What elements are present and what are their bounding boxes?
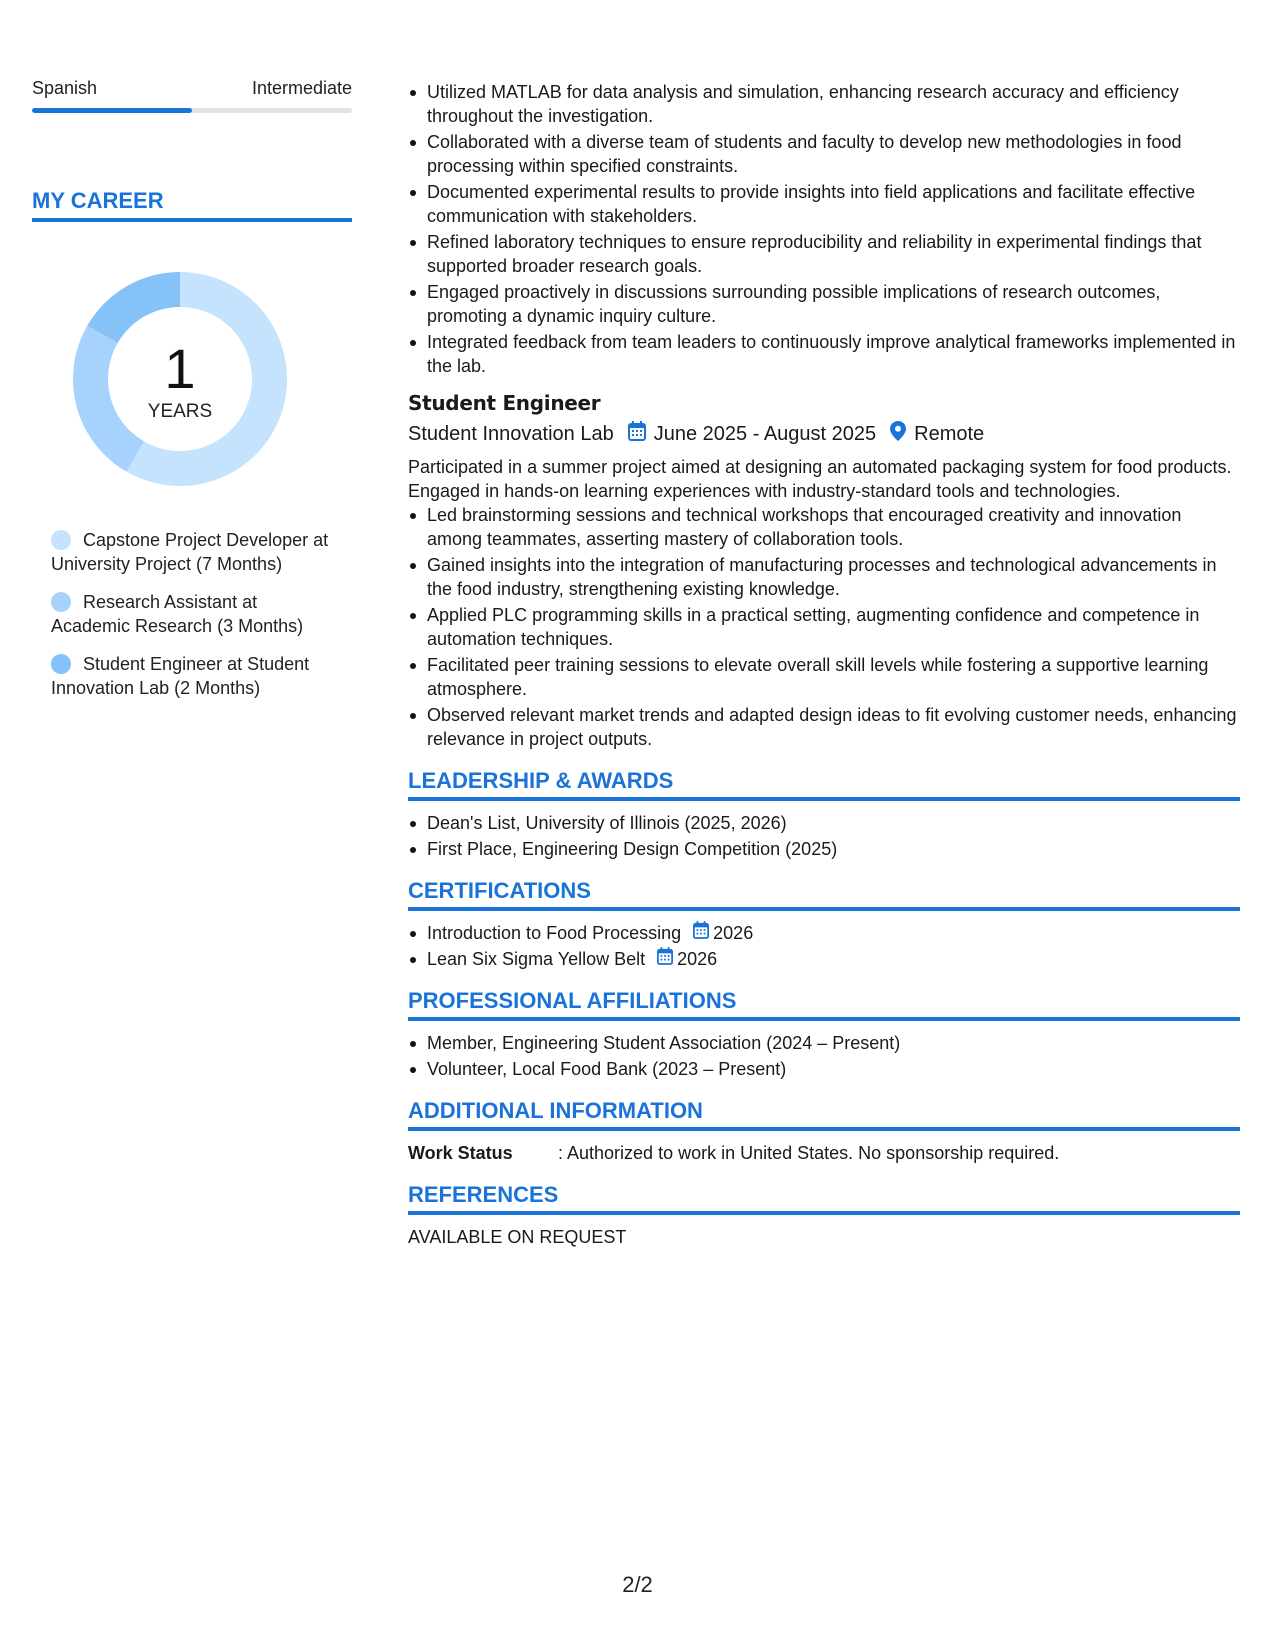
certifications-heading: CERTIFICATIONS xyxy=(408,879,1240,911)
list-item xyxy=(408,921,1240,945)
job-title: Student Engineer xyxy=(408,391,601,415)
list-item: Refined laboratory techniques to ensure reproducibility and reliability in experimental findings that supported broader research goals. xyxy=(408,230,1240,278)
list-item: Volunteer, Local Food Bank (2023 – Present) xyxy=(408,1057,1240,1081)
calendar-icon xyxy=(693,921,709,945)
language-proficiency-fill xyxy=(32,108,192,113)
certification-year: 2026 xyxy=(713,923,754,943)
additional-info-heading: ADDITIONAL INFORMATION xyxy=(408,1099,1240,1131)
job-dates: June 2025 - August 2025 xyxy=(653,423,877,445)
language-level: Intermediate xyxy=(251,78,352,98)
calendar-icon xyxy=(657,947,673,971)
list-item: Utilized MATLAB for data analysis and simulation, enhancing research accuracy and efficiency throughout the investigation. xyxy=(408,80,1240,128)
map-pin-icon xyxy=(890,421,906,447)
legend-dot xyxy=(51,592,71,612)
donut-center xyxy=(67,266,293,492)
list-item: Dean's List, University of Illinois (2025, 2026) xyxy=(408,811,1240,835)
list-item: Integrated feedback from team leaders to continuously improve analytical frameworks implemented in the lab. xyxy=(408,330,1240,378)
list-item: Member, Engineering Student Association (2024 – Present) xyxy=(408,1031,1240,1055)
career-heading: MY CAREER xyxy=(32,188,352,222)
work-status-row xyxy=(408,1141,1240,1165)
list-item: Gained insights into the integration of manufacturing processes and technological advancements in the food industry, strengthening existing knowledge. xyxy=(408,553,1240,601)
job-location: Remote xyxy=(914,423,985,445)
references-heading: REFERENCES xyxy=(408,1183,1240,1215)
job-bullets xyxy=(408,503,1240,751)
leadership-heading: LEADERSHIP & AWARDS xyxy=(408,769,1240,801)
job-company: Student Innovation Lab xyxy=(408,423,614,445)
certification-name: Lean Six Sigma Yellow Belt xyxy=(427,949,646,969)
list-item: Facilitated peer training sessions to elevate overall skill levels while fostering a supportive learning atmosphere. xyxy=(408,653,1240,701)
legend-dot xyxy=(51,530,71,550)
career-donut-chart xyxy=(67,266,293,492)
right-column xyxy=(408,80,1240,1249)
work-status-value: : Authorized to work in United States. No sponsorship required. xyxy=(558,1143,1060,1163)
career-total-years: 1 xyxy=(164,337,196,400)
leadership-list xyxy=(408,811,1240,861)
calendar-icon xyxy=(628,421,646,447)
legend-item xyxy=(51,590,331,638)
certification-name: Introduction to Food Processing xyxy=(427,923,682,943)
legend-item xyxy=(51,528,331,576)
legend-label: Research Assistant at Academic Research (3 Months) xyxy=(51,592,304,636)
list-item: Documented experimental results to provide insights into field applications and facilitate effective communication with stakeholders. xyxy=(408,180,1240,228)
list-item: Engaged proactively in discussions surrounding possible implications of research outcomes, promoting a dynamic inquiry culture. xyxy=(408,280,1240,328)
page-number: 2/2 xyxy=(622,1572,653,1597)
list-item: Applied PLC programming skills in a practical setting, augmenting confidence and competence in automation techniques. xyxy=(408,603,1240,651)
certifications-list xyxy=(408,921,1240,971)
job-meta xyxy=(408,421,1240,447)
legend-item xyxy=(51,652,331,700)
certification-year: 2026 xyxy=(677,949,718,969)
affiliations-list xyxy=(408,1031,1240,1081)
job-description: Participated in a summer project aimed at designing an automated packaging system for food products. Engaged in hands-on learning experiences with industry-standard tools and technologies. xyxy=(408,457,1232,501)
list-item xyxy=(408,947,1240,971)
list-item: Observed relevant market trends and adapted design ideas to fit evolving customer needs, enhancing relevance in project outputs. xyxy=(408,703,1240,751)
list-item: First Place, Engineering Design Competition (2025) xyxy=(408,837,1240,861)
list-item: Led brainstorming sessions and technical workshops that encouraged creativity and innovation among teammates, asserting mastery of collaboration tools. xyxy=(408,503,1240,551)
left-column xyxy=(32,78,352,714)
language-name: Spanish xyxy=(32,78,98,98)
legend-label: Capstone Project Developer at University Project (7 Months) xyxy=(51,530,329,574)
work-status-label: Work Status xyxy=(408,1143,513,1163)
references-text: AVAILABLE ON REQUEST xyxy=(408,1227,627,1247)
legend-label: Student Engineer at Student Innovation Lab (2 Months) xyxy=(51,654,310,698)
previous-job-bullets xyxy=(408,80,1240,378)
career-years-label: YEARS xyxy=(147,401,213,422)
language-row xyxy=(32,78,352,99)
list-item: Collaborated with a diverse team of students and faculty to develop new methodologies in food processing within specified constraints. xyxy=(408,130,1240,178)
affiliations-heading: PROFESSIONAL AFFILIATIONS xyxy=(408,989,1240,1021)
career-legend xyxy=(32,528,352,700)
language-proficiency-bar xyxy=(32,108,352,113)
legend-dot xyxy=(51,654,71,674)
